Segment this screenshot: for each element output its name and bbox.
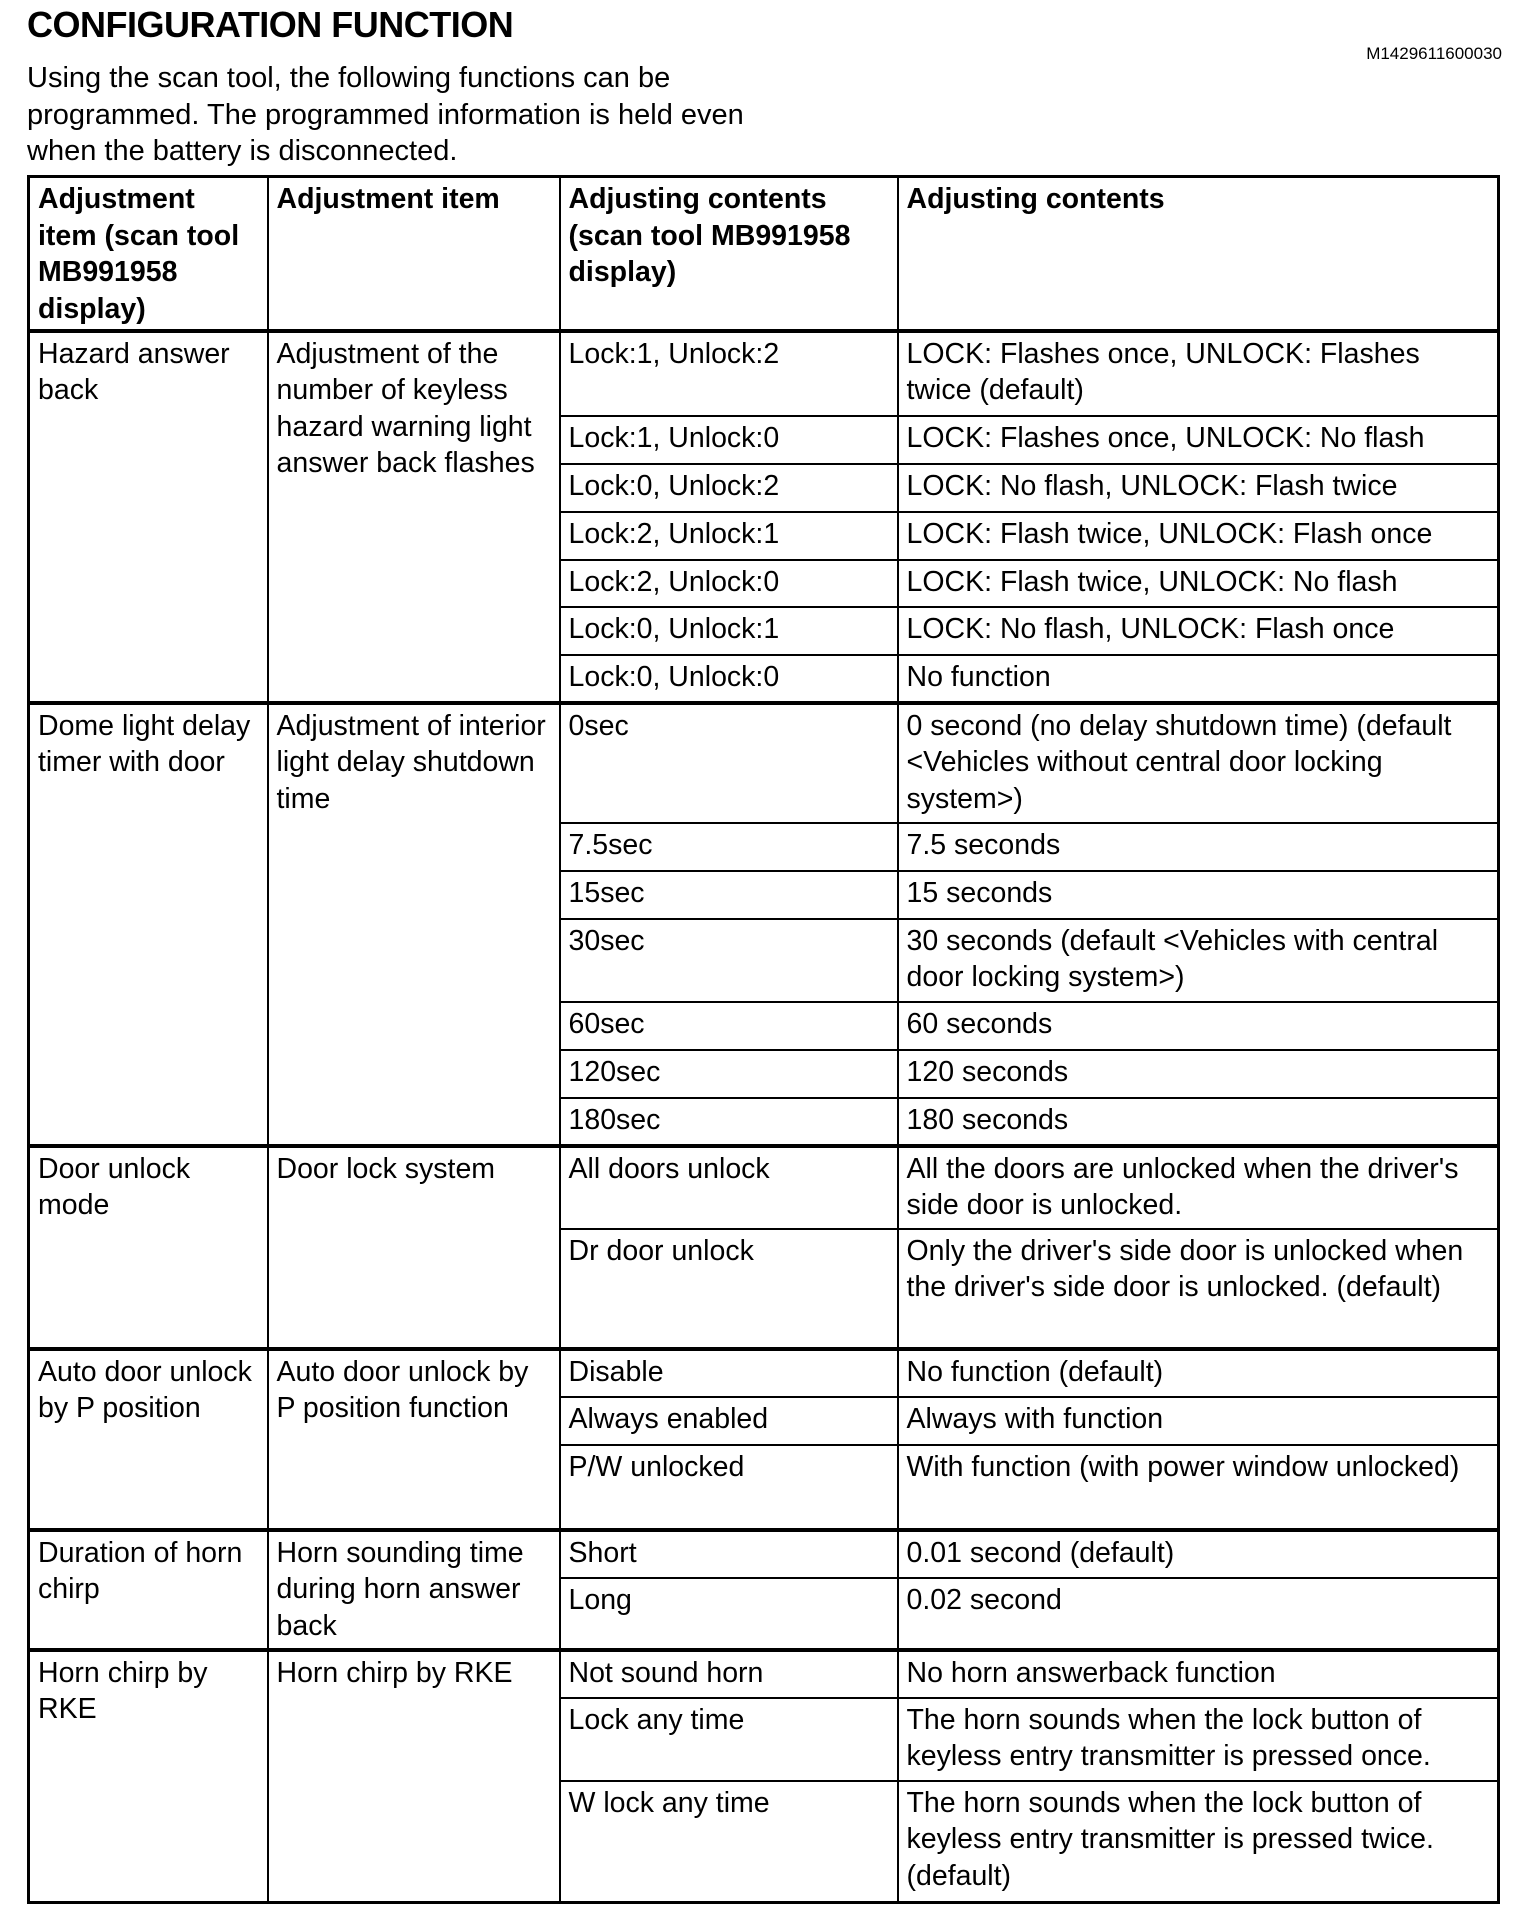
- option-display-cell: Always enabled: [560, 1397, 898, 1445]
- page-title: CONFIGURATION FUNCTION: [27, 4, 514, 45]
- option-display-cell: 7.5sec: [560, 823, 898, 871]
- option-display-cell: Lock:2, Unlock:0: [560, 560, 898, 607]
- option-display-cell: Lock:1, Unlock:2: [560, 331, 898, 416]
- option-display-cell: Lock:2, Unlock:1: [560, 512, 898, 560]
- option-display-cell: 15sec: [560, 871, 898, 919]
- item-display-cell: Auto door unlock by P position: [29, 1349, 268, 1530]
- option-display-cell: 120sec: [560, 1050, 898, 1098]
- item-cell: Door lock system: [268, 1146, 560, 1349]
- item-cell: Adjustment of the number of keyless hazard warning light answer back flashes: [268, 331, 560, 703]
- item-display-cell: Hazard answer back: [29, 331, 268, 703]
- item-cell: Horn chirp by RKE: [268, 1650, 560, 1903]
- option-display-cell: Lock any time: [560, 1698, 898, 1781]
- option-display-cell: Lock:0, Unlock:1: [560, 607, 898, 655]
- item-display-cell: Horn chirp by RKE: [29, 1650, 268, 1903]
- option-contents-cell: 120 seconds: [898, 1050, 1499, 1098]
- option-contents-cell: LOCK: Flash twice, UNLOCK: No flash: [898, 560, 1499, 607]
- option-contents-cell: 60 seconds: [898, 1002, 1499, 1050]
- option-contents-cell: LOCK: No flash, UNLOCK: Flash twice: [898, 464, 1499, 512]
- table-row: [29, 1146, 1499, 1229]
- option-display-cell: P/W unlocked: [560, 1445, 898, 1530]
- table-row: [29, 703, 1499, 823]
- option-contents-cell: 15 seconds: [898, 871, 1499, 919]
- option-contents-cell: 0.01 second (default): [898, 1530, 1499, 1578]
- option-display-cell: Long: [560, 1578, 898, 1650]
- header-contents-display: Adjusting contents (scan tool MB991958 display): [560, 177, 898, 331]
- option-contents-cell: No horn answerback function: [898, 1650, 1499, 1698]
- item-display-cell: Dome light delay timer with door: [29, 703, 268, 1146]
- option-contents-cell: No function (default): [898, 1349, 1499, 1397]
- option-contents-cell: With function (with power window unlocked): [898, 1445, 1499, 1530]
- header-item: Adjustment item: [268, 177, 560, 331]
- option-display-cell: W lock any time: [560, 1781, 898, 1903]
- option-contents-cell: No function: [898, 655, 1499, 703]
- configuration-table: [27, 175, 1500, 1904]
- option-display-cell: 60sec: [560, 1002, 898, 1050]
- option-contents-cell: 30 seconds (default <Vehicles with central door locking system>): [898, 919, 1499, 1002]
- item-cell: Horn sounding time during horn answer back: [268, 1530, 560, 1650]
- option-contents-cell: All the doors are unlocked when the driver's side door is unlocked.: [898, 1146, 1499, 1229]
- option-display-cell: 30sec: [560, 919, 898, 1002]
- option-contents-cell: 0.02 second: [898, 1578, 1499, 1650]
- intro-paragraph: Using the scan tool, the following functions can be programmed. The programmed information is held even when the battery is disconnected.: [27, 62, 744, 167]
- option-display-cell: Short: [560, 1530, 898, 1578]
- table-row: [29, 1530, 1499, 1578]
- option-display-cell: Lock:1, Unlock:0: [560, 416, 898, 464]
- option-display-cell: Disable: [560, 1349, 898, 1397]
- document-id: M1429611600030: [1366, 44, 1502, 63]
- option-display-cell: All doors unlock: [560, 1146, 898, 1229]
- option-display-cell: Lock:0, Unlock:2: [560, 464, 898, 512]
- option-contents-cell: The horn sounds when the lock button of keyless entry transmitter is pressed twice. (default): [898, 1781, 1499, 1903]
- item-cell: Auto door unlock by P position function: [268, 1349, 560, 1530]
- table-header-row: [29, 177, 1499, 331]
- option-display-cell: 0sec: [560, 703, 898, 823]
- option-contents-cell: LOCK: Flash twice, UNLOCK: Flash once: [898, 512, 1499, 560]
- header-contents: Adjusting contents: [898, 177, 1499, 331]
- item-display-cell: Door unlock mode: [29, 1146, 268, 1349]
- table-row: [29, 331, 1499, 416]
- header-item-display: Adjustment item (scan tool MB991958 display): [29, 177, 268, 331]
- option-display-cell: Dr door unlock: [560, 1229, 898, 1349]
- option-contents-cell: The horn sounds when the lock button of keyless entry transmitter is pressed once.: [898, 1698, 1499, 1781]
- table-row: [29, 1650, 1499, 1698]
- option-contents-cell: 0 second (no delay shutdown time) (default <Vehicles without central door locking system>): [898, 703, 1499, 823]
- option-contents-cell: Only the driver's side door is unlocked when the driver's side door is unlocked. (default): [898, 1229, 1499, 1349]
- option-display-cell: Not sound horn: [560, 1650, 898, 1698]
- option-contents-cell: LOCK: No flash, UNLOCK: Flash once: [898, 607, 1499, 655]
- option-contents-cell: LOCK: Flashes once, UNLOCK: No flash: [898, 416, 1499, 464]
- option-contents-cell: 180 seconds: [898, 1098, 1499, 1146]
- option-display-cell: Lock:0, Unlock:0: [560, 655, 898, 703]
- option-contents-cell: LOCK: Flashes once, UNLOCK: Flashes twice (default): [898, 331, 1499, 416]
- option-contents-cell: 7.5 seconds: [898, 823, 1499, 871]
- option-contents-cell: Always with function: [898, 1397, 1499, 1445]
- option-display-cell: 180sec: [560, 1098, 898, 1146]
- item-cell: Adjustment of interior light delay shutdown time: [268, 703, 560, 1146]
- table-row: [29, 1349, 1499, 1397]
- item-display-cell: Duration of horn chirp: [29, 1530, 268, 1650]
